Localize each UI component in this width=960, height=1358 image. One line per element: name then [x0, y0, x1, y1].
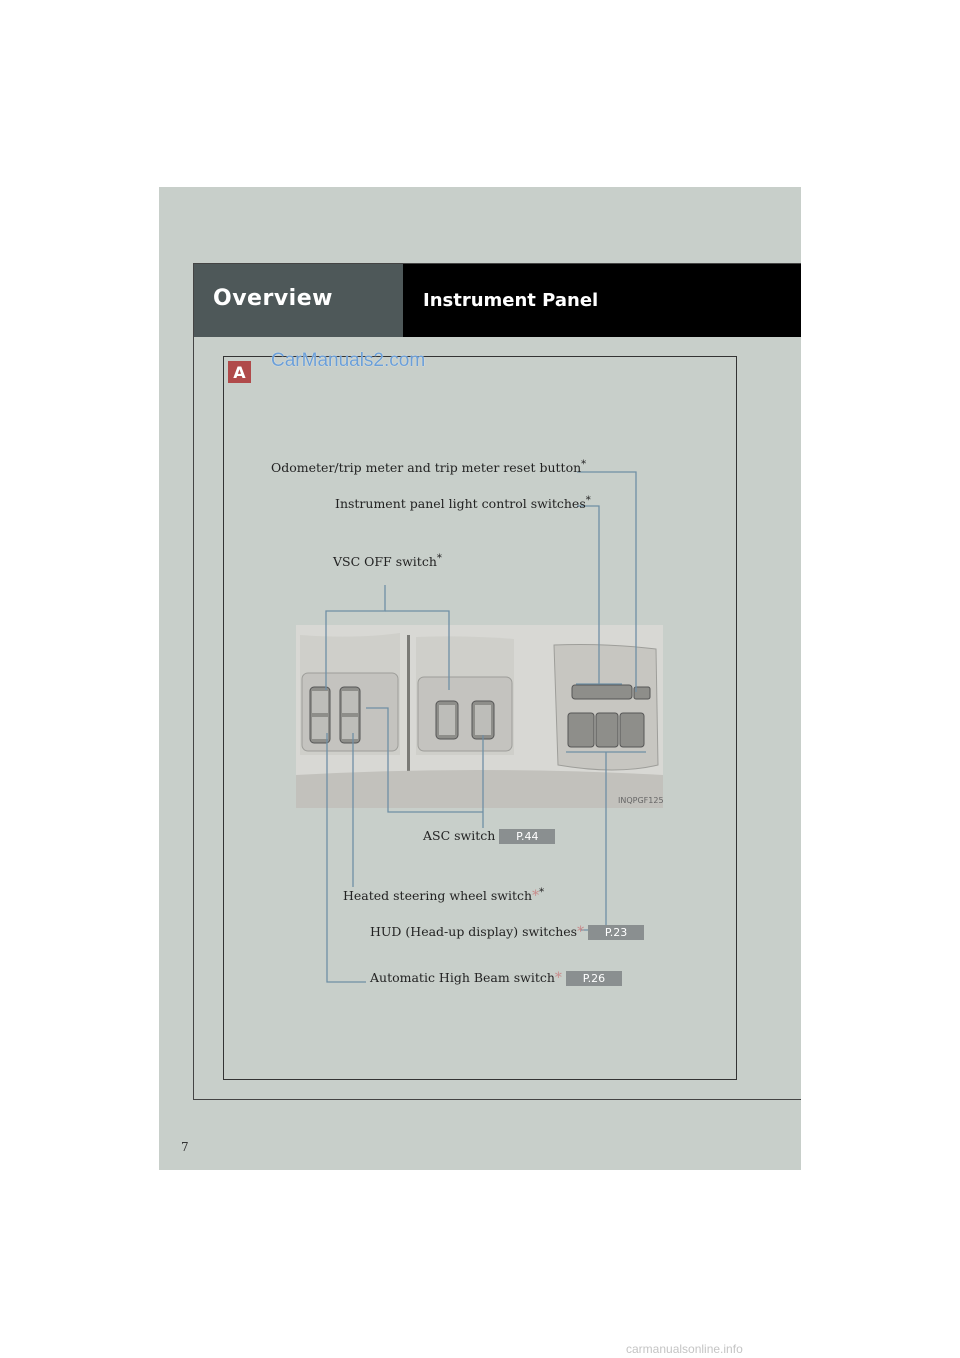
vsc-callout-right: [385, 611, 449, 690]
section-title: Overview: [213, 286, 333, 311]
odometer-label: Odometer/trip meter and trip meter reset button*: [271, 459, 587, 476]
ahb-page-ref[interactable]: P.26: [566, 971, 622, 986]
watermark: CarManuals2.com: [271, 350, 426, 371]
asc-label: ASC switch P.44: [423, 828, 555, 844]
vsc-label: VSC OFF switch*: [333, 553, 442, 570]
asc-page-ref[interactable]: P.44: [499, 829, 555, 844]
figure-badge: A: [228, 361, 251, 383]
hud-callout: [580, 752, 606, 930]
hud-label: HUD (Head-up display) switches* P.23: [370, 924, 644, 940]
image-code: INQPGF125: [618, 796, 664, 805]
ahb-label: Automatic High Beam switch* P.26: [370, 970, 622, 986]
page-number: 7: [181, 1140, 189, 1154]
heated-label: Heated steering wheel switch**: [343, 887, 545, 905]
ahb-callout: [327, 733, 366, 982]
asc-callout-left: [366, 708, 483, 812]
panel-light-label: Instrument panel light control switches*: [335, 495, 591, 512]
hud-page-ref[interactable]: P.23: [588, 925, 644, 940]
footer-watermark: carmanualsonline.info: [626, 1342, 743, 1356]
page-title: Instrument Panel: [423, 290, 599, 311]
panel-light-callout: [577, 506, 599, 684]
vsc-callout-left: [326, 585, 385, 690]
